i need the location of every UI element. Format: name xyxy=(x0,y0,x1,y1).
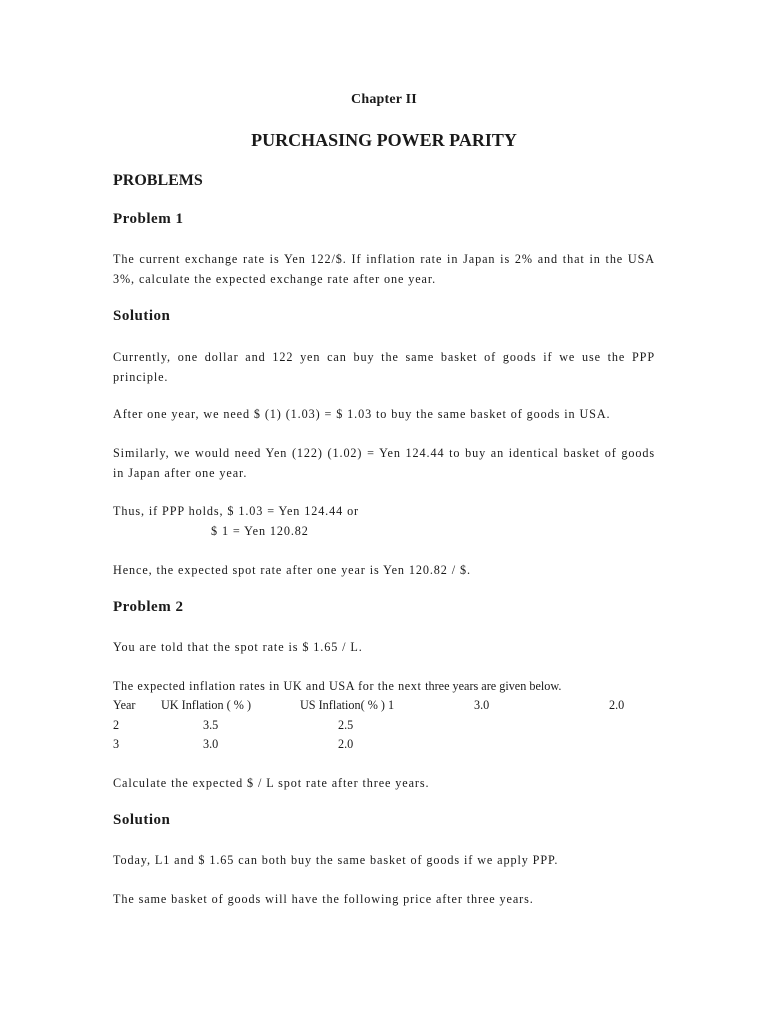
table-row3-us: 2.0 xyxy=(338,737,354,751)
problem2-text2-part2: three years are given below. xyxy=(425,679,562,693)
table-header-year: Year xyxy=(113,698,136,712)
problem2-solution-heading: Solution xyxy=(113,812,171,828)
problem2-text1: You are told that the spot rate is $ 1.65 / L. xyxy=(113,640,363,654)
problem1-solution-p5: Hence, the expected spot rate after one year is Yen 120.82 / $. xyxy=(113,563,471,577)
table-row2-year: 2 xyxy=(113,718,120,732)
problem1-solution-p1: Currently, one dollar and 122 yen can buy the same basket of goods if we use the PPP principle. xyxy=(113,350,655,384)
table-row2-uk: 3.5 xyxy=(203,718,219,732)
problem2-solution-p1: Today, L1 and $ 1.65 can both buy the same basket of goods if we apply PPP. xyxy=(113,853,559,867)
problem1-text: The current exchange rate is Yen 122/$. If inflation rate in Japan is 2% and that in the USA 3%, calculate the expected exchange rate after one year. xyxy=(113,252,655,286)
problem2-heading: Problem 2 xyxy=(113,599,184,615)
problem1-solution-p4-line1: Thus, if PPP holds, $ 1.03 = Yen 124.44 or xyxy=(113,504,360,518)
problem2-text2 xyxy=(113,677,561,697)
page-title: PURCHASING POWER PARITY xyxy=(251,130,517,150)
problem2-solution-p2: The same basket of goods will have the following price after three years. xyxy=(113,892,534,906)
table-row2-us: 2.5 xyxy=(338,718,354,732)
chapter-heading: Chapter II xyxy=(351,92,417,107)
problem2-text2-part1: The expected inflation rates in UK and USA for the next xyxy=(113,679,426,693)
table-header-uk: UK Inflation ( % ) xyxy=(161,698,252,712)
problem1-heading: Problem 1 xyxy=(113,211,184,227)
table-row3-uk: 3.0 xyxy=(203,737,219,751)
problem1-solution-p4-line2: $ 1 = Yen 120.82 xyxy=(211,524,309,538)
problem1-solution-p3: Similarly, we would need Yen (122) (1.02) = Yen 124.44 to buy an identical basket of goods in Japan after one year. xyxy=(113,446,655,480)
problem1-solution-heading: Solution xyxy=(113,308,171,324)
table-row1-us: 2.0 xyxy=(609,698,625,712)
table-row1-uk: 3.0 xyxy=(474,698,490,712)
problem2-question: Calculate the expected $ / L spot rate after three years. xyxy=(113,776,430,790)
table-row3-year: 3 xyxy=(113,737,120,751)
problem1-solution-p2: After one year, we need $ (1) (1.03) = $ 1.03 to buy the same basket of goods in USA. xyxy=(113,407,611,421)
problems-heading: PROBLEMS xyxy=(113,172,203,189)
table-header-us: US Inflation( % ) 1 xyxy=(300,698,395,712)
